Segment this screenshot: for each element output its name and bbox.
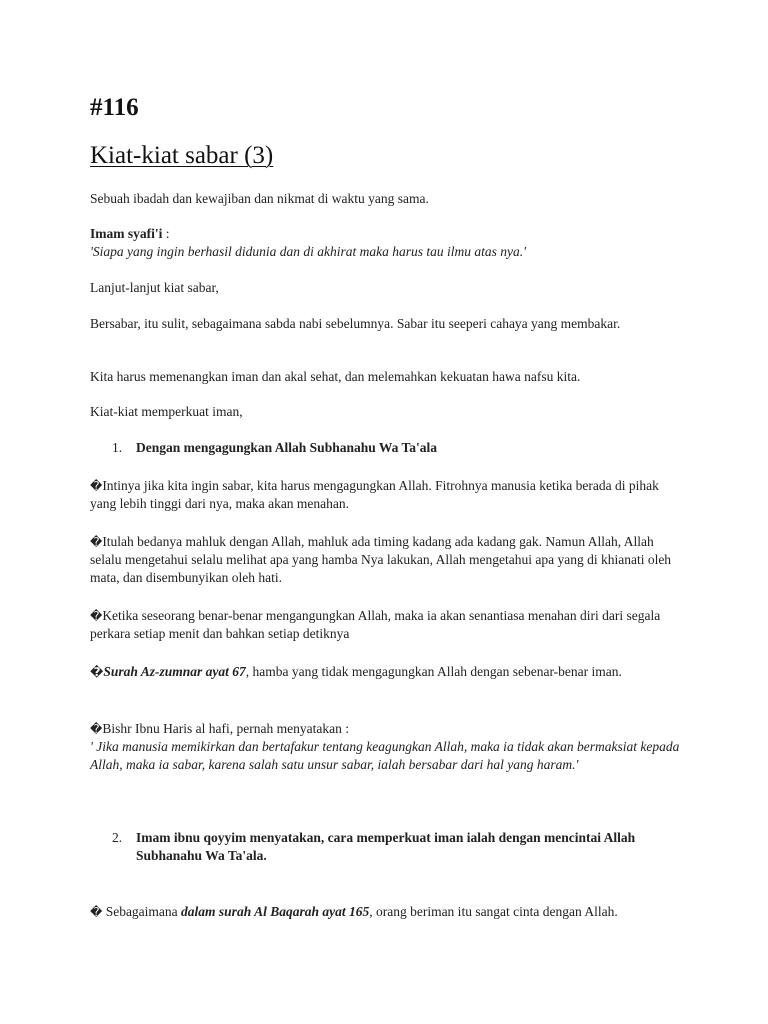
bullet-paragraph-2 [90,533,680,587]
paragraph-kita: Kita harus memenangkan iman dan akal sehat, dan melemahkan kekuatan hawa nafsu kita. [90,369,581,384]
missing-glyph-icon: � [90,722,103,736]
paragraph-lanjut: Lanjut-lanjut kiat sabar, [90,280,219,295]
list-item-2-text: Imam ibnu qoyyim menyatakan, cara memperkuat iman ialah dengan mencintai Allah Subhanahu Wa Ta'ala. [136,830,636,863]
missing-glyph-icon: � [90,609,103,623]
paragraph-kiat: Kiat-kiat memperkuat iman, [90,404,243,419]
bullet-text: , orang beriman itu sangat cinta dengan Allah. [369,904,618,919]
paragraph-bersabar: Bersabar, itu sulit, sebagaimana sabda nabi sebelumnya. Sabar itu seeperi cahaya yang membakar. [90,316,621,331]
bullet-text: Ketika seseorang benar-benar mengangungkan Allah, maka ia akan senantiasa menahan diri dari segala perkara setiap menit dan bahkan setiap detiknya [90,608,661,641]
quote-imam-syafii [90,225,690,261]
intro-paragraph: Sebuah ibadah dan kewajiban dan nikmat di waktu yang sama. [90,191,429,206]
document-title: Kiat-kiat sabar (3) [90,142,274,169]
bullet-text: Intinya jika kita ingin sabar, kita harus mengagungkan Allah. Fitrohnya manusia ketika berada di pihak yang lebih tinggi dari nya, maka akan menahan. [90,478,659,511]
surah-reference: dalam surah Al Baqarah ayat 165 [181,904,370,919]
bullet-paragraph-4 [90,663,670,681]
document-number: #116 [90,94,139,121]
bullet-text: Bishr Ibnu Haris al hafi, pernah menyatakan : [102,721,349,736]
quote-author: Imam syafi'i [90,226,163,241]
bullet-text: , hamba yang tidak mengagungkan Allah dengan sebenar-benar iman. [245,664,622,679]
bullet-text: Itulah bedanya mahluk dengan Allah, mahluk ada timing kadang ada kadang gak. Namun Allah, Allah selalu mengetahui selalu melihat apa yang hamba Nya lakukan, Allah mengetahui apa yang di khianati oleh mata, dan disembunyikan oleh hati. [90,534,672,585]
missing-glyph-icon: � [90,665,104,679]
bullet-paragraph-5 [90,720,690,774]
bullet-paragraph-6 [90,903,730,921]
list-item-1-text: Dengan mengagungkan Allah Subhanahu Wa Ta'ala [136,440,438,455]
list-item-2-number: 2. [112,830,123,845]
quote-text: 'Siapa yang ingin berhasil didunia dan di akhirat maka harus tau ilmu atas nya.' [90,244,527,259]
missing-glyph-icon: � [90,479,103,493]
bullet-paragraph-1 [90,477,680,513]
quote-colon: : [162,226,170,241]
missing-glyph-icon: � [90,535,103,549]
surah-reference: Surah Az-zumnar ayat 67 [103,664,246,679]
bullet-text: Sebagaimana [102,904,182,919]
bullet-paragraph-3 [90,607,680,643]
missing-glyph-icon: � [90,905,103,919]
bishr-quote: ' Jika manusia memikirkan dan bertafakur tentang keagungkan Allah, maka ia tidak akan bermaksiat kepada Allah, maka ia sabar, karena salah satu unsur sabar, ialah bersabar dari hal yang haram.' [90,739,680,772]
list-item-1-number: 1. [112,440,123,455]
